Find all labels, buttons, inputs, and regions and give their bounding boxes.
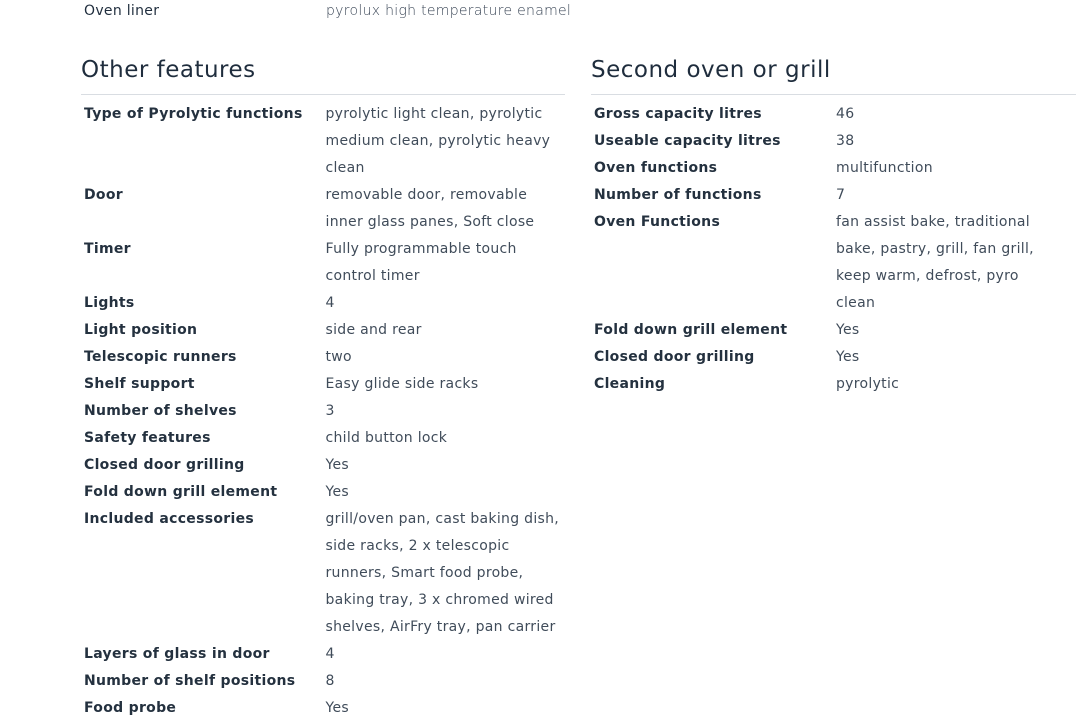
spec-row	[591, 371, 1076, 398]
spec-list	[591, 101, 1076, 398]
spec-label: Gross capacity litres	[594, 106, 762, 122]
spec-label: Fold down grill element	[84, 484, 278, 500]
other-features-section	[81, 52, 565, 722]
spec-value: two	[325, 349, 352, 365]
spec-value: Yes	[325, 457, 349, 473]
spec-value: 38	[836, 133, 855, 149]
second-oven-section	[591, 52, 1076, 398]
spec-value: 46	[836, 106, 855, 122]
spec-label: Food probe	[84, 700, 177, 716]
spec-label: Number of functions	[594, 187, 762, 203]
spec-row	[591, 209, 1076, 317]
spec-value: Yes	[325, 700, 349, 716]
spec-row	[591, 182, 1076, 209]
spec-label: Oven liner	[84, 3, 160, 19]
spec-row	[591, 155, 1076, 182]
spec-label: Shelf support	[84, 376, 195, 392]
spec-row	[81, 290, 565, 317]
spec-label: Number of shelves	[84, 403, 237, 419]
spec-value: 7	[836, 187, 846, 203]
spec-row	[591, 344, 1076, 371]
spec-list	[81, 101, 565, 722]
spec-row	[81, 641, 565, 668]
spec-row	[81, 317, 565, 344]
spec-value: side and rear	[325, 322, 422, 338]
spec-row	[591, 128, 1076, 155]
spec-row	[81, 101, 565, 182]
spec-value: fan assist bake, traditional bake, pastry, grill, fan grill, keep warm, defrost, pyro clean	[836, 214, 1034, 311]
section-divider	[591, 94, 1076, 95]
section-heading: Other features	[81, 57, 256, 83]
spec-label: Light position	[84, 322, 198, 338]
spec-label: Fold down grill element	[594, 322, 788, 338]
spec-label: Closed door grilling	[84, 457, 245, 473]
spec-value: Yes	[836, 349, 860, 365]
spec-label: Included accessories	[84, 511, 255, 527]
spec-label: Timer	[84, 241, 131, 257]
spec-row	[81, 695, 565, 722]
spec-row	[81, 344, 565, 371]
spec-row	[591, 101, 1076, 128]
spec-row	[81, 479, 565, 506]
spec-value: 8	[325, 673, 335, 689]
spec-label: Layers of glass in door	[84, 646, 270, 662]
spec-value: pyrolux high temperature enamel	[326, 3, 572, 19]
spec-label: Number of shelf positions	[84, 673, 296, 689]
spec-row-oven-liner	[0, 0, 1085, 27]
spec-row	[591, 317, 1076, 344]
spec-value: Fully programmable touch control timer	[325, 241, 517, 284]
spec-label: Type of Pyrolytic functions	[84, 106, 303, 122]
spec-row	[81, 371, 565, 398]
spec-label: Closed door grilling	[594, 349, 755, 365]
spec-row	[81, 236, 565, 290]
spec-row	[81, 506, 565, 641]
spec-row	[81, 182, 565, 236]
spec-row	[81, 452, 565, 479]
spec-row	[81, 668, 565, 695]
spec-value: pyrolytic	[836, 376, 900, 392]
spec-value: 3	[325, 403, 335, 419]
spec-value: pyrolytic light clean, pyrolytic medium clean, pyrolytic heavy clean	[325, 106, 551, 176]
spec-value: multifunction	[836, 160, 933, 176]
spec-label: Telescopic runners	[84, 349, 237, 365]
spec-label: Safety features	[84, 430, 211, 446]
section-heading: Second oven or grill	[591, 57, 831, 83]
spec-row	[81, 398, 565, 425]
spec-label: Oven functions	[594, 160, 718, 176]
spec-value: removable door, removable inner glass panes, Soft close	[325, 187, 535, 230]
spec-value: grill/oven pan, cast baking dish, side racks, 2 x telescopic runners, Smart food probe, baking tray, 3 x chromed wired shelves, AirFry tray, pan carrier	[325, 511, 560, 635]
spec-value: Yes	[325, 484, 349, 500]
section-divider	[81, 94, 565, 95]
spec-value: Easy glide side racks	[325, 376, 479, 392]
spec-label: Cleaning	[594, 376, 666, 392]
spec-label: Oven Functions	[594, 214, 721, 230]
spec-label: Lights	[84, 295, 135, 311]
spec-row	[81, 425, 565, 452]
spec-value: Yes	[836, 322, 860, 338]
spec-value: 4	[325, 295, 335, 311]
spec-label: Door	[84, 187, 123, 203]
spec-label: Useable capacity litres	[594, 133, 781, 149]
spec-value: 4	[325, 646, 335, 662]
spec-value: child button lock	[325, 430, 448, 446]
